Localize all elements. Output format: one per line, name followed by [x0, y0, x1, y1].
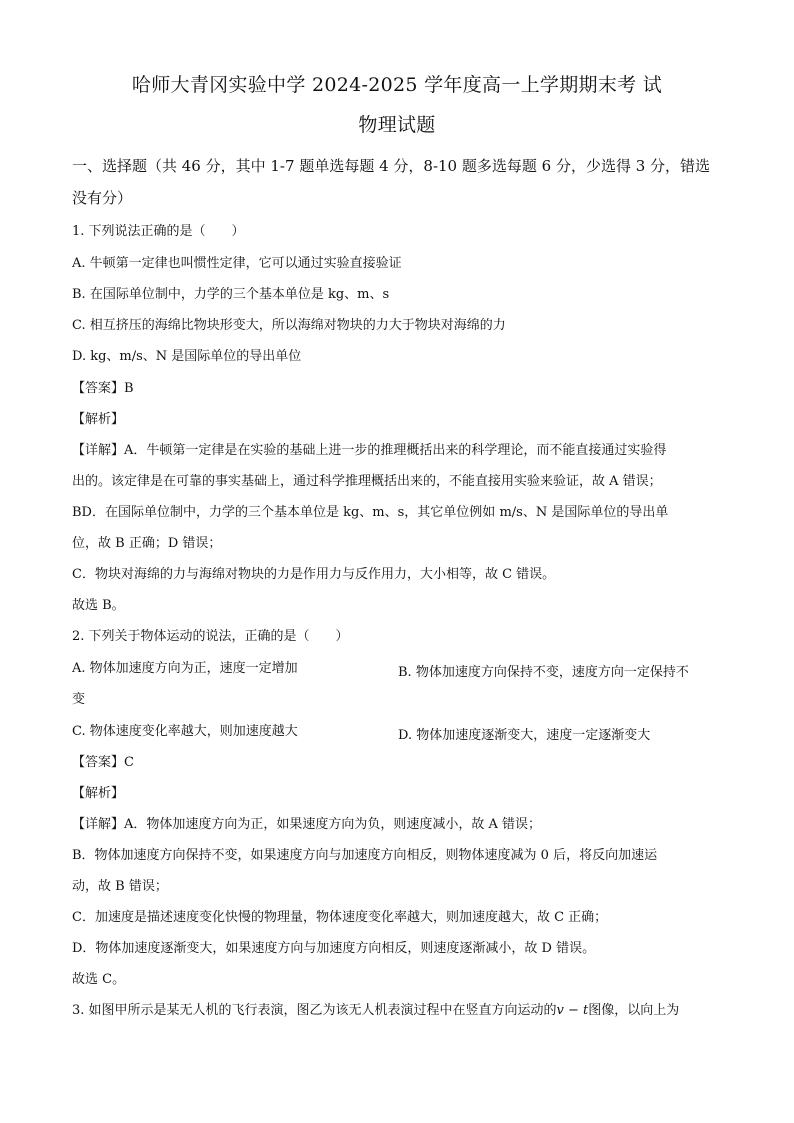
q2-answer: 【答案】C — [72, 755, 134, 770]
q1-analysis-label: 【解析】 — [72, 412, 125, 427]
q2-option-b: B. 物体加速度方向保持不变，速度方向一定保持不 — [398, 665, 689, 680]
q2-detail-line2: B．物体加速度方向保持不变，如果速度方向与加速度方向相反，则物体速度减为 0 后，将反向加速运 — [72, 848, 658, 863]
q3-stem-text-2: 图像，以向上为 — [588, 1003, 680, 1018]
q2-conclusion: 故选 C。 — [72, 972, 126, 987]
section-heading-line1: 一、选择题（共 46 分，其中 1-7 题单选每题 4 分，8-10 题多选每题 6 分，少选得 3 分，错选 — [72, 157, 711, 175]
q2-detail-line4: C．加速度是描述速度变化快慢的物理量，物体速度变化率越大，则加速度越大，故 C 正确； — [72, 910, 608, 925]
q2-stem: 2. 下列关于物体运动的说法，正确的是（ ） — [72, 629, 349, 644]
q1-option-b: B. 在国际单位制中，力学的三个基本单位是 kg、m、s — [72, 287, 390, 302]
q2-analysis-label: 【解析】 — [72, 786, 125, 801]
q2-detail-line5: D．物体加速度逐渐变大，如果速度方向与加速度方向相反，则速度逐渐减小，故 D 错误。 — [72, 941, 596, 956]
q2-option-d: D. 物体加速度逐渐变大，速度一定逐渐变大 — [398, 728, 651, 743]
q2-detail-line3: 动，故 B 错误； — [72, 879, 168, 894]
q1-detail-line4: 位，故 B 正确；D 错误； — [72, 536, 222, 551]
q1-option-d: D. kg、m/s、N 是国际单位的导出单位 — [72, 349, 302, 364]
q1-option-c: C. 相互挤压的海绵比物块形变大，所以海绵对物块的力大于物块对海绵的力 — [72, 318, 506, 333]
q1-detail-line2: 出的。该定律是在可靠的事实基础上，通过科学推理概括出来的，不能直接用实验来验证，故 A 错误； — [72, 474, 662, 489]
q3-stem — [72, 1003, 732, 1019]
q2-option-a: A. 物体加速度方向为正，速度一定增加 — [72, 661, 298, 676]
q1-detail-line5: C．物块对海绵的力与海绵对物块的力是作用力与反作用力，大小相等，故 C 错误。 — [72, 567, 556, 582]
document-subtitle: 物理试题 — [358, 114, 436, 136]
q3-stem-math: v − t — [556, 1003, 589, 1018]
section-heading-line2: 没有分） — [72, 189, 133, 207]
document-title: 哈师大青冈实验中学 2024-2025 学年度高一上学期期末考 试 — [131, 74, 663, 96]
q3-stem-text-1: 3. 如图甲所示是某无人机的飞行表演，图乙为该无人机表演过程中在竖直方向运动的 — [72, 1003, 557, 1018]
q1-option-a: A. 牛顿第一定律也叫惯性定律，它可以通过实验直接验证 — [72, 256, 402, 271]
q1-stem: 1. 下列说法正确的是（ ） — [72, 224, 245, 239]
q1-detail-line1: 【详解】A．牛顿第一定律是在实验的基础上进一步的推理概括出来的科学理论，而不能直接通过实验得 — [72, 443, 667, 458]
q1-answer: 【答案】B — [72, 381, 134, 396]
q2-option-c: C. 物体速度变化率越大，则加速度越大 — [72, 724, 298, 739]
q1-conclusion: 故选 B。 — [72, 598, 125, 613]
q2-option-b-continued: 变 — [72, 692, 86, 707]
q2-detail-line1: 【详解】A．物体加速度方向为正，如果速度方向为负，则速度减小，故 A 错误； — [72, 817, 542, 832]
q1-detail-line3: BD．在国际单位制中，力学的三个基本单位是 kg、m、s，其它单位例如 m/s、N 是国际单位的导出单 — [72, 505, 669, 520]
